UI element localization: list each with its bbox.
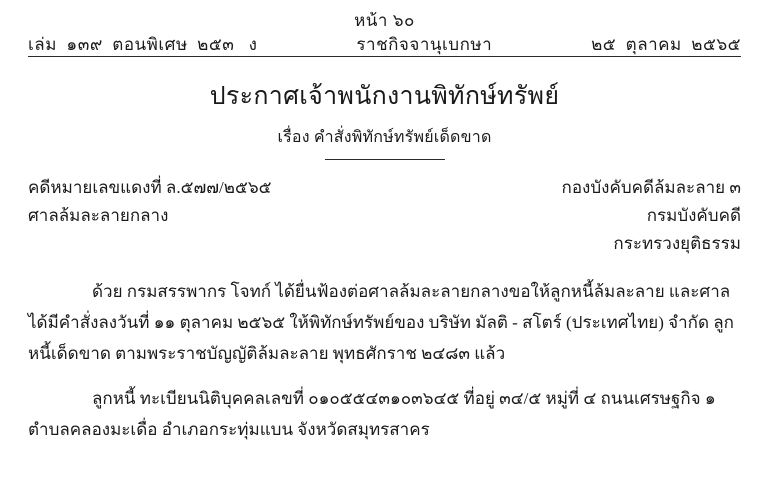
- gazette-name-label: ราชกิจจานุเบกษา: [356, 35, 493, 54]
- body-text: [28, 276, 741, 445]
- paragraph-1: ด้วย กรมสรรพากร โจทก์ ได้ยื่นฟ้องต่อศาลล้มละลายกลางขอให้ลูกหนี้ล้มละลาย และศาลได้มีคำสั่งลงวันที่ ๑๑ ตุลาคม ๒๕๖๕ ให้พิทักษ์ทรัพย์ของ บริษัท มัลติ - สโตร์ (ประเทศไทย) จำกัด ลูกหนี้เด็ดขาด ตามพระราชบัญญัติล้มละลาย พุทธศักราช ๒๔๘๓ แล้ว: [28, 282, 734, 363]
- running-head-row: [28, 33, 741, 57]
- case-number-label: คดีหมายเลขแดงที่ ล.๕๗๗/๒๕๖๕: [28, 178, 272, 197]
- page-title: ประกาศเจ้าพนักงานพิทักษ์ทรัพย์: [209, 83, 560, 110]
- court-name-label: ศาลล้มละลายกลาง: [28, 206, 169, 225]
- page-subtitle: เรื่อง คำสั่งพิทักษ์ทรัพย์เด็ดขาด: [277, 129, 492, 146]
- case-info-right: [562, 174, 741, 258]
- title-divider: [325, 159, 445, 160]
- running-head: [28, 0, 741, 52]
- case-info-left: [28, 174, 272, 258]
- page-number-label: หน้า ๖๐: [354, 11, 415, 30]
- publication-date-label: ๒๕ ตุลาคม ๒๕๖๕: [591, 35, 741, 54]
- department-label: กรมบังคับคดี: [646, 206, 741, 225]
- ministry-label: กระทรวงยุติธรรม: [613, 234, 741, 253]
- title-block: [28, 81, 741, 160]
- volume-label: เล่ม ๑๓๙ ตอนพิเศษ ๒๕๓ ง: [28, 35, 258, 54]
- paragraph-2: ลูกหนี้ ทะเบียนนิติบุคคลเลขที่ ๐๑๐๕๕๔๓๑๐๓๖๔๕ ที่อยู่ ๓๔/๕ หมู่ที่ ๔ ถนนเศรษฐกิจ ๑ ตำบลคลองมะเดื่อ อำเภอกระทุ่มแบน จังหวัดสมุทรสาคร: [28, 389, 716, 439]
- division-label: กองบังคับคดีล้มละลาย ๓: [561, 178, 741, 197]
- case-info: [28, 174, 741, 258]
